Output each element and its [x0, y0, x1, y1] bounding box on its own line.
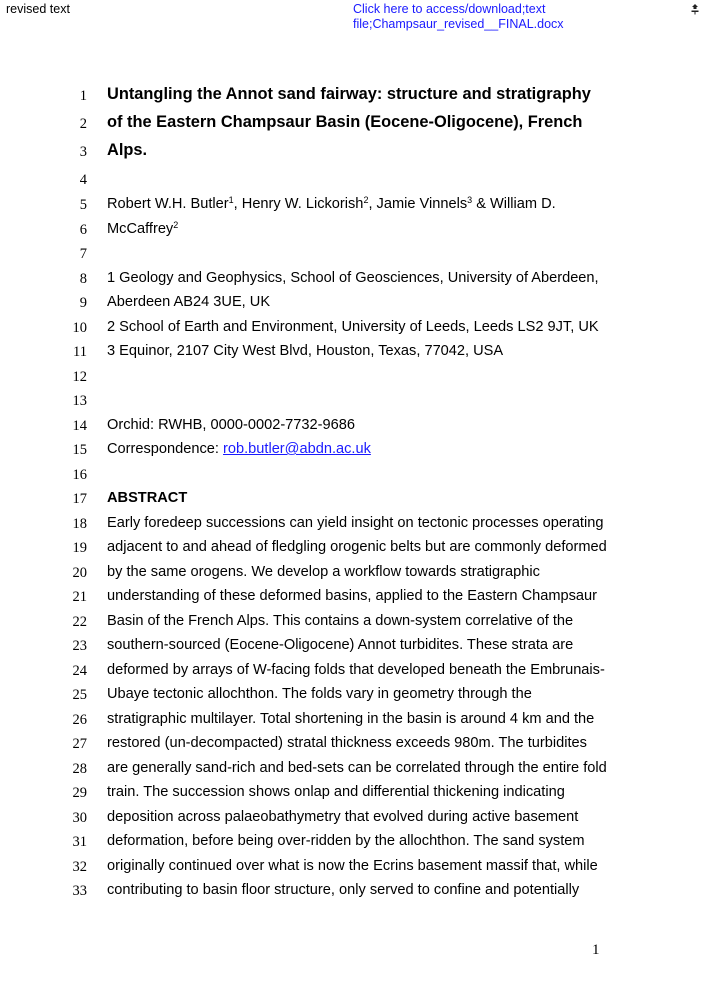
manuscript-line: [0, 831, 707, 856]
line-number: 33: [72, 883, 87, 899]
affiliation-mark: 3: [467, 195, 473, 205]
manuscript-line: [0, 856, 707, 881]
affiliation-mark: 2: [363, 195, 369, 205]
author-name: & William D.: [472, 196, 556, 212]
author-list: [107, 221, 178, 237]
manuscript-line: [0, 194, 707, 219]
manuscript-line: [0, 341, 707, 366]
manuscript-line: [0, 709, 707, 734]
line-number: 13: [72, 393, 87, 409]
line-number: 26: [72, 711, 87, 728]
line-number: 8: [79, 270, 87, 287]
affiliation-mark: 2: [173, 219, 179, 230]
manuscript-line: [0, 169, 707, 194]
abstract-line: are generally sand-rich and bed-sets can be correlated through the entire fold: [107, 759, 607, 776]
line-number: 9: [79, 295, 87, 311]
affiliation-text: 2 School of Earth and Environment, University of Leeds, Leeds LS2 9JT, UK: [107, 318, 599, 335]
download-link-line2[interactable]: file;Champsaur_revised__FINAL.docx: [353, 17, 564, 31]
affiliation-text: 1 Geology and Geophysics, School of Geosciences, University of Aberdeen,: [107, 269, 599, 286]
abstract-line: Early foredeep successions can yield insight on tectonic processes operating: [107, 514, 604, 531]
abstract-line: contributing to basin floor structure, only served to confine and potentially: [107, 882, 580, 898]
affiliation-mark: 1: [228, 195, 234, 205]
line-number: 10: [72, 319, 87, 336]
manuscript-line: [0, 243, 707, 268]
manuscript-line: [0, 464, 707, 489]
manuscript-line: [0, 513, 707, 538]
manuscript-line: [0, 880, 707, 905]
line-number: 6: [79, 221, 87, 238]
paper-title-line: Untangling the Annot sand fairway: structure and stratigraphy: [107, 85, 591, 103]
abstract-heading: ABSTRACT: [107, 490, 188, 506]
attachment-pin-icon[interactable]: [689, 3, 701, 15]
author-list: [107, 196, 556, 212]
line-number: 20: [72, 564, 87, 581]
line-number: 32: [72, 858, 87, 875]
line-number: 7: [79, 246, 87, 262]
line-number: 18: [72, 515, 87, 532]
manuscript-line: [0, 292, 707, 317]
line-number: 27: [72, 736, 87, 752]
manuscript-line: [0, 488, 707, 513]
manuscript-line: [0, 268, 707, 293]
abstract-line: southern-sourced (Eocene-Oligocene) Annot turbidites. These strata are: [107, 637, 574, 653]
author-name: , Henry W. Lickorish: [233, 196, 364, 212]
manuscript-line: [0, 635, 707, 660]
line-number: 16: [72, 466, 87, 483]
manuscript-line: [0, 660, 707, 685]
correspondence: [107, 441, 371, 457]
abstract-line: deformed by arrays of W-facing folds that developed beneath the Embrunais-: [107, 661, 605, 678]
line-number: 15: [72, 442, 87, 458]
abstract-line: by the same orogens. We develop a workflow towards stratigraphic: [107, 563, 540, 580]
affiliation-text: Aberdeen AB24 3UE, UK: [107, 294, 271, 310]
correspondence-label: Correspondence:: [107, 441, 224, 457]
line-number: 25: [72, 687, 87, 703]
abstract-line: understanding of these deformed basins, applied to the Eastern Champsaur: [107, 588, 598, 604]
manuscript-line: [0, 219, 707, 244]
line-number: 22: [72, 613, 87, 630]
abstract-line: originally continued over what is now the Ecrins basement massif that, while: [107, 857, 598, 874]
manuscript-line: [0, 758, 707, 783]
abstract-line: Ubaye tectonic allochthon. The folds vary in geometry through the: [107, 686, 532, 702]
download-link-line1[interactable]: Click here to access/download;text: [353, 2, 546, 16]
manuscript-line: [0, 684, 707, 709]
line-number: 30: [72, 809, 87, 826]
revised-text-label: revised text: [6, 2, 70, 16]
manuscript-line: [0, 390, 707, 415]
manuscript-line: [0, 113, 707, 138]
line-number: 21: [72, 589, 87, 605]
line-number: 29: [72, 785, 87, 801]
manuscript-line: [0, 611, 707, 636]
paper-title-line: of the Eastern Champsaur Basin (Eocene-Oligocene), French: [107, 113, 583, 131]
manuscript-line: [0, 537, 707, 562]
affiliation-text: 3 Equinor, 2107 City West Blvd, Houston, Texas, 77042, USA: [107, 343, 504, 359]
line-number: 4: [79, 172, 87, 188]
author-name: McCaffrey: [107, 220, 174, 237]
abstract-line: restored (un-decompacted) stratal thickness exceeds 980m. The turbidites: [107, 735, 587, 751]
abstract-line: Basin of the French Alps. This contains a down-system correlative of the: [107, 612, 574, 629]
manuscript-line: [0, 415, 707, 440]
manuscript-line: [0, 85, 707, 110]
line-number: 11: [73, 344, 87, 360]
abstract-line: deposition across palaeobathymetry that evolved during active basement: [107, 808, 579, 825]
correspondence-email-link[interactable]: rob.butler@abdn.ac.uk: [223, 441, 371, 457]
manuscript-line: [0, 586, 707, 611]
line-number: 12: [72, 368, 87, 385]
abstract-line: train. The succession shows onlap and differential thickening indicating: [107, 784, 565, 800]
manuscript-line: [0, 317, 707, 342]
line-number: 17: [72, 491, 87, 507]
line-number: 2: [79, 116, 87, 132]
manuscript-line: [0, 807, 707, 832]
line-number: 31: [72, 834, 87, 850]
line-number: 23: [72, 638, 87, 654]
line-number: 1: [79, 88, 87, 104]
download-link[interactable]: [353, 2, 564, 32]
orcid-text: Orchid: RWHB, 0000-0002-7732-9686: [107, 416, 355, 433]
author-name: Robert W.H. Butler: [107, 196, 229, 212]
abstract-line: deformation, before being over-ridden by the allochthon. The sand system: [107, 833, 585, 849]
page-number: 1: [592, 942, 600, 958]
abstract-line: adjacent to and ahead of fledgling orogenic belts but are commonly deformed: [107, 539, 607, 555]
abstract-line: stratigraphic multilayer. Total shortening in the basin is around 4 km and the: [107, 710, 595, 727]
manuscript-line: [0, 562, 707, 587]
line-number: 19: [72, 540, 87, 556]
manuscript-line: [0, 733, 707, 758]
manuscript-line: [0, 366, 707, 391]
paper-title-line: Alps.: [107, 141, 148, 159]
line-number: 14: [72, 417, 87, 434]
line-number: 5: [79, 197, 87, 213]
line-number: 3: [79, 144, 87, 160]
line-number: 24: [72, 662, 87, 679]
manuscript-line: [0, 439, 707, 464]
manuscript-line: [0, 782, 707, 807]
line-number: 28: [72, 760, 87, 777]
manuscript-line: [0, 141, 707, 166]
author-name: , Jamie Vinnels: [368, 196, 468, 212]
